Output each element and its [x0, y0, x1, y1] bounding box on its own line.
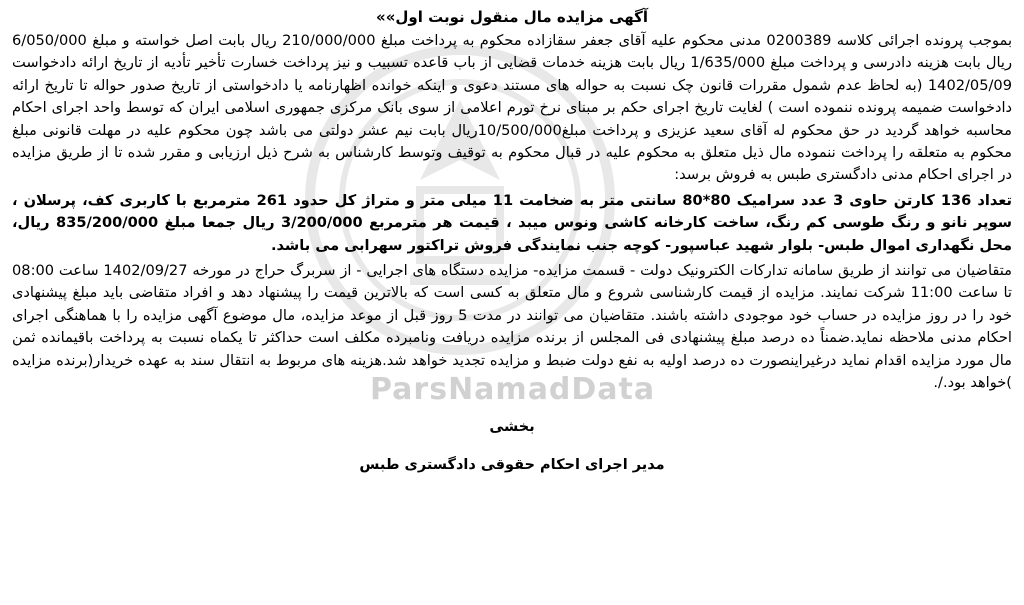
watermark-text: ParsNamadData [370, 372, 656, 407]
notice-title: آگهی مزایده مال منقول نوبت اول»» [376, 8, 648, 26]
notice-paragraph-case: بموجب پرونده اجرائی کلاسه 0200389 مدنی محکوم علیه آقای جعفر سقازاده محکوم به پرداخت مبلغ 210/000/000 ریال بابت اصل خواسته و مبلغ 6/050/000 ریال بابت هزینه دادرسی و پرداخت مبلغ 1/635/000 ریال بابت هزینه خدمات قضایی از باب قاعده تسبیب و نیز پرداخت خسارت تأخیر تأدیه از تاریخ ارائه دادخواست 1402/05/09 (به لحاظ عدم شمول مقررات قانون چک نسبت به حواله های مستند دعوی و اینکه خوانده اظهارنامه یا دادخواستی از تاریخ صدور حواله تا تاریخ ارائه دادخواست ضمیمه پرونده ننموده است ) لغایت تاریخ اجرای حکم بر مبنای نرخ تورم اعلامی از سوی بانک مرکزی جمهوری اسلامی ایران که توسط واحد اجرای احکام محاسبه خواهد گردید در حق محکوم له آقای سعید عزیزی و پرداخت مبلغ10/500/000ریال بابت نیم عشر دولتی می باشد چون محکوم علیه در مهلت قانونی مبلغ محکوم به متعلقه را پرداخت ننموده مال ذیل متعلق به محکوم علیه در قبال محکوم به توقیف وتوسط کارشناس به شرح ذیل ارزیابی و مقرر شده تا از طریق مزایده در اجرای احکام مدنی دادگستری طبس به فروش برسد: [12, 32, 1013, 184]
footer-signature: مدیر اجرای احکام حقوقی دادگستری طبس [359, 456, 665, 473]
footer-department: بخشی [489, 418, 535, 435]
notice-paragraph-item: تعداد 136 کارتن حاوی 3 عدد سرامیک 80*80 سانتی متر به ضخامت 11 میلی متر و متراژ کل حدود 261 مترمربع با کاربری کف، پرسلان ، سوپر نانو و رنگ طوسی کم رنگ، ساخت کارخانه کاشی ونوس میبد ، قیمت هر مترمربع 3/200/000 ریال جمعا مبلغ 835/200/000 ریال، محل نگهداری اموال طبس- بلوار شهید عباسپور- کوچه جنب نمایندگی فروش تراکتور سهرابی می باشد. [12, 191, 1012, 254]
notice-paragraph-terms: متقاضیان می توانند از طریق سامانه تدارکات الکترونیک دولت - قسمت مزایده- مزایده دستگاه های اجرایی - از سربرگ حراج در مورخه 1402/09/27 ساعت 08:00 تا ساعت 11:00 شرکت نمایند. مزایده از قیمت کارشناسی شروع و مال متعلق به کسی است که بالاترین قیمت را پیشنهاد دهد و افراد متقاضی باید مبلغ پیشنهادی خود را در روز مزایده در حساب خود موجودی داشته باشند. متقاضیان می توانند در مدت 5 روز قبل از موعد مزایده، مال موضوع آگهی مزایده را با هماهنگی اجرای احکام مدنی ملاحظه نماید.ضمناً ده درصد مبلغ پیشنهادی فی المجلس از برنده مزایده دریافت ونامبرده مکلف است حداکثر تا یکماه نسبت به پرداخت باقیمانده ثمن مال مورد مزایده اقدام نماید درغیراینصورت ده درصد اولیه به نفع دولت ضبط و مزایده تجدید خواهد شد.هزینه های مربوط به انتقال سند به عهده خریدار(برنده مزایده )خواهد بود./. [12, 262, 1012, 392]
